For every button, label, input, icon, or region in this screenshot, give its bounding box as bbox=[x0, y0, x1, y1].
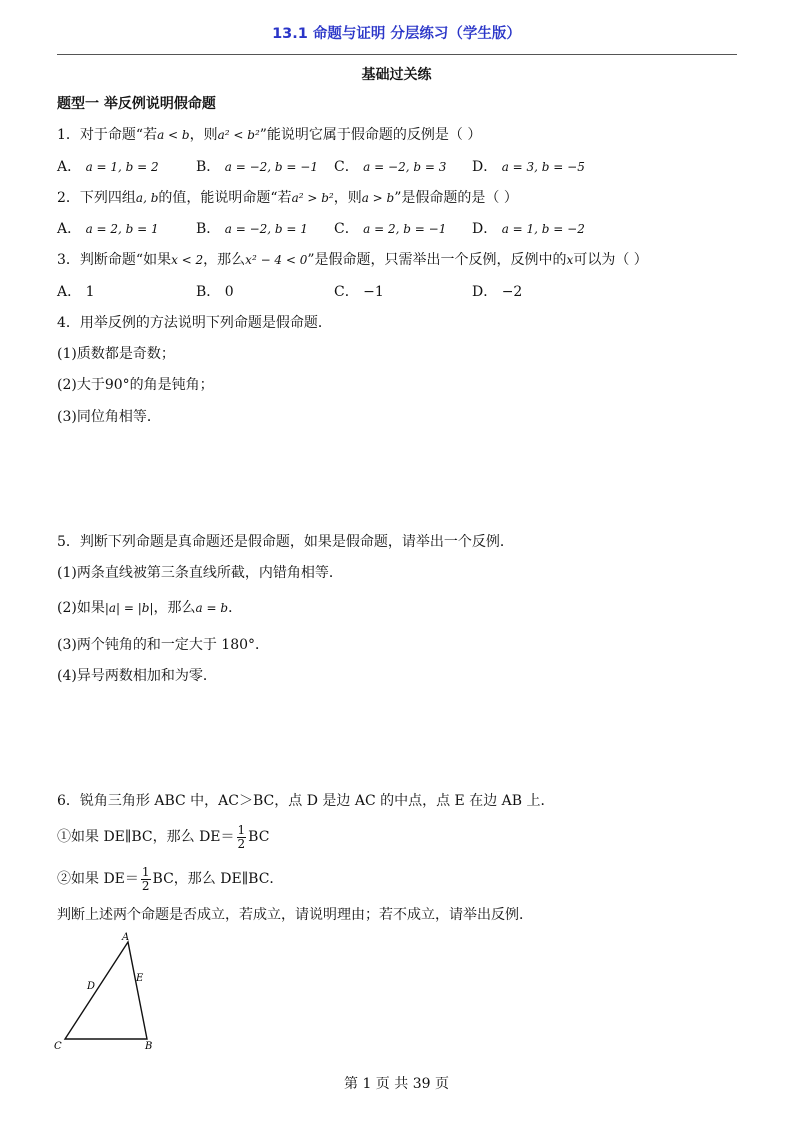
option-value: a = −2, b = −1 bbox=[224, 160, 318, 174]
q2-option-d bbox=[472, 220, 585, 238]
q2-stem-part: 2．下列四组 bbox=[57, 190, 136, 206]
q2-stem-part: ，则 bbox=[333, 190, 362, 206]
option-label: D． bbox=[472, 221, 498, 237]
vertex-label-b: B bbox=[145, 1041, 153, 1052]
point-label-d: D bbox=[87, 981, 96, 992]
fraction-denominator: 2 bbox=[237, 836, 246, 851]
q3-stem-part: ，那么 bbox=[203, 252, 246, 268]
question-4-stem: 4．用举反例的方法说明下列命题是假命题． bbox=[57, 315, 332, 331]
question-5-stem: 5．判断下列命题是真命题还是假命题，如果是假命题，请举出一个反例． bbox=[57, 534, 514, 550]
option-value: a = −2, b = 1 bbox=[224, 222, 308, 236]
vertex-label-a: A bbox=[122, 932, 130, 943]
q2-option-a bbox=[57, 220, 159, 238]
option-label: A． bbox=[57, 159, 82, 175]
q1-option-c bbox=[334, 158, 446, 176]
triangle-abc bbox=[65, 942, 147, 1039]
option-value: a = 1, b = 2 bbox=[85, 160, 159, 174]
q2-option-b bbox=[196, 220, 308, 238]
option-value: a = 3, b = −5 bbox=[501, 160, 585, 174]
q6-s2-part: BC，那么 DE∥BC． bbox=[152, 871, 284, 887]
option-value: a = 1, b = −2 bbox=[501, 222, 585, 236]
question-1-stem bbox=[57, 126, 481, 144]
triangle-figure bbox=[50, 928, 170, 1058]
half-fraction bbox=[141, 866, 151, 893]
option-label: C． bbox=[334, 284, 359, 300]
q3-option-b bbox=[196, 283, 234, 301]
option-label: B． bbox=[196, 221, 221, 237]
option-value: −1 bbox=[363, 284, 384, 300]
option-label: D． bbox=[472, 159, 498, 175]
q6-s1-part: ①如果 DE∥BC，那么 DE＝ bbox=[57, 829, 235, 845]
section-title: 基础过关练 bbox=[361, 67, 432, 83]
q4-item-1: (1)质数都是奇数； bbox=[57, 346, 175, 362]
half-fraction bbox=[237, 824, 247, 851]
q4-item-3: (3)同位角相等． bbox=[57, 409, 161, 425]
q6-question: 判断上述两个命题是否成立，若成立，请说明理由；若不成立，请举出反例． bbox=[57, 907, 533, 923]
vertex-label-c: C bbox=[54, 1041, 62, 1052]
question-6-stem: 6．锐角三角形 ABC 中，AC＞BC，点 D 是边 AC 的中点，点 E 在边 AB 上． bbox=[57, 793, 555, 809]
q5-item-1: (1)两条直线被第三条直线所截，内错角相等． bbox=[57, 565, 343, 581]
q2-option-c bbox=[334, 220, 446, 238]
q1-option-a bbox=[57, 158, 159, 176]
q5-item2-part: ，那么 bbox=[153, 600, 196, 616]
q3-var: x bbox=[566, 253, 574, 267]
q2-vars: a, b bbox=[135, 191, 159, 205]
q2-conclusion: a > b bbox=[361, 191, 395, 205]
option-label: B． bbox=[196, 284, 221, 300]
q1-stem-part: ，则 bbox=[189, 127, 218, 143]
q4-item-2: (2)大于90°的角是钝角； bbox=[57, 377, 214, 393]
fraction-numerator: 1 bbox=[141, 864, 150, 879]
q1-stem-part: 1．对于命题“若 bbox=[57, 127, 158, 143]
q3-stem-part: 3．判断命题“如果 bbox=[57, 252, 172, 268]
q5-item2-expr: |a| = |b| bbox=[104, 601, 154, 615]
fraction-denominator: 2 bbox=[141, 878, 150, 893]
q3-option-a bbox=[57, 283, 95, 301]
option-label: C． bbox=[334, 159, 359, 175]
option-value: 1 bbox=[85, 284, 95, 300]
q3-option-c bbox=[334, 283, 384, 301]
q2-stem-part: ”是假命题的是（ ） bbox=[394, 190, 518, 206]
q6-statement-1 bbox=[57, 820, 269, 854]
q5-item-4: (4)异号两数相加和为零． bbox=[57, 668, 217, 684]
q2-stem-part: 的值，能说明命题“若 bbox=[158, 190, 292, 206]
option-label: D． bbox=[472, 284, 498, 300]
option-value: 0 bbox=[224, 284, 234, 300]
q1-option-d bbox=[472, 158, 585, 176]
q6-statement-2 bbox=[57, 862, 283, 896]
q5-item2-conclusion: a = b bbox=[195, 601, 229, 615]
option-label: B． bbox=[196, 159, 221, 175]
question-3-stem bbox=[57, 251, 648, 269]
q1-condition: a < b bbox=[157, 128, 190, 142]
q5-item-2 bbox=[57, 599, 242, 617]
point-label-e: E bbox=[136, 973, 144, 984]
option-label: C． bbox=[334, 221, 359, 237]
q2-condition: a² > b² bbox=[291, 191, 334, 205]
q5-item2-part: (2)如果 bbox=[57, 600, 105, 616]
q3-stem-part: 可以为（ ） bbox=[573, 252, 648, 268]
topic-title: 题型一 举反例说明假命题 bbox=[57, 96, 216, 112]
q6-s1-part: BC bbox=[248, 829, 270, 845]
q5-item-3: (3)两个钝角的和一定大于 180°． bbox=[57, 637, 270, 653]
q3-stem-part: ”是假命题，只需举出一个反例，反例中的 bbox=[307, 252, 567, 268]
q1-stem-part: ”能说明它属于假命题的反例是（ ） bbox=[259, 127, 482, 143]
q3-conclusion: x² − 4 < 0 bbox=[245, 253, 308, 267]
page-footer: 第 1 页 共 39 页 bbox=[344, 1076, 449, 1092]
q3-option-d bbox=[472, 283, 522, 301]
q1-option-b bbox=[196, 158, 318, 176]
option-value: −2 bbox=[501, 284, 523, 300]
question-2-stem bbox=[57, 189, 518, 207]
fraction-numerator: 1 bbox=[237, 822, 246, 837]
option-label: A． bbox=[57, 284, 82, 300]
option-value: a = 2, b = 1 bbox=[85, 222, 159, 236]
q3-condition: x < 2 bbox=[171, 253, 204, 267]
option-label: A． bbox=[57, 221, 82, 237]
option-value: a = −2, b = 3 bbox=[363, 160, 447, 174]
q5-item2-part: ． bbox=[228, 600, 243, 616]
option-value: a = 2, b = −1 bbox=[363, 222, 447, 236]
q6-s2-part: ②如果 DE＝ bbox=[57, 871, 139, 887]
q1-conclusion: a² < b² bbox=[217, 128, 260, 142]
page-header-title: 13.1 命题与证明 分层练习（学生版） bbox=[272, 26, 521, 42]
header-divider bbox=[57, 54, 737, 55]
